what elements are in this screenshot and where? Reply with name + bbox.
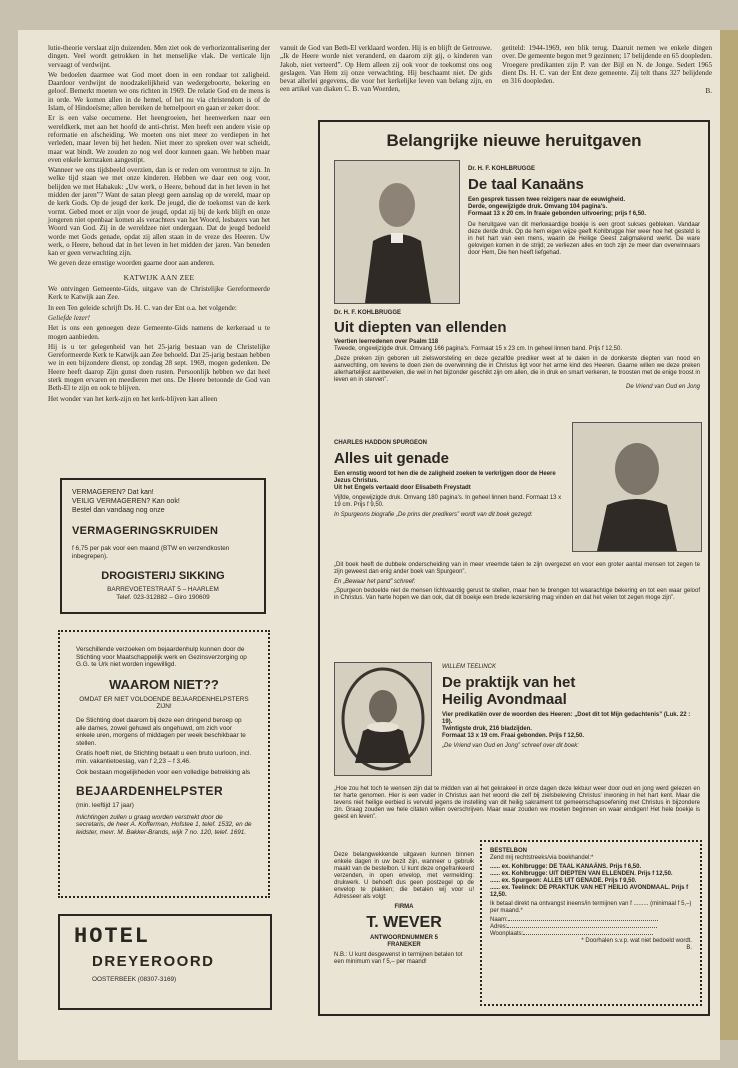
firma-name: T. WEVER xyxy=(366,914,442,931)
antwoordnummer: ANTWOORDNUMMER 5 xyxy=(370,935,438,941)
shop-name: DROGISTERIJ SIKKING xyxy=(101,570,225,583)
order-item[interactable]: ...... ex. Kohlbrugge: DE TAAL KANAÄNS. Prijs f 6,50. xyxy=(490,864,642,870)
address-field-label: Adres: xyxy=(490,924,508,930)
book-edition: Twintigste druk, 216 bladzijden. xyxy=(442,726,532,732)
paragraph: lutie-theorie verslaat zijn duizenden. Men ziet ook de verhorizontalisering der dingen. Veel wordt getrokken in het menselijke vlak. De verticale lijn vervaagt of verdwijnt. xyxy=(48,44,270,69)
ad-paragraph: Ook bestaan mogelijkheden voor een volledige betrekking als xyxy=(76,768,251,776)
book-quote-source: De Vriend van Oud en Jong xyxy=(626,384,700,390)
paragraph: Er is een valse oecumene. Het heengroeien, het heenwerken naar een wereldkerk, met aan het hoofd de anti-christ. Men heeft een andere visie op reformatie en afscheiding. We moeten ons niet meer zo verdiepen in het verleden, maar leven bij het heden. Niet meer zo spreken over wat scheidt, maar wat bindt. We zouden zo nog wel door kunnen gaan. We hebben maar even enkele kernzaken aangestipt. xyxy=(48,114,270,164)
book-author: Dr. H. F. KOHLBRUGGE xyxy=(468,166,536,172)
ad-reason: OMDAT ER NIET VOLDOENDE BEJAARDENHELPSTERS ZIJN! xyxy=(79,695,249,711)
ad-title: VERMAGERINGSKRUIDEN xyxy=(72,525,219,537)
book-description: „Deze preken zijn geboren uit zielsworsteling en deze gezalfde prediker weet af te dalen in de donkerste diepten van nood en aanvechting, om tevens te doen zien de overwinning die in Christus ligt voor het arme kind des Heeren. Gaarne willen we deze preken allerhartelijkst aanbevelen, die wel in het bijzonder geschikt zijn om allen, die in druk en smart verkeren, te troosten met de enige troost in leven en in sterven”. xyxy=(334,356,700,383)
book-format: Formaat 13 x 20 cm. In fraaie gebonden uitvoering; prijs f 6,50. xyxy=(468,211,647,217)
ad-paragraph: De Stichting doet daarom bij deze een dringend beroep op alle dames, zowel gehuwd als ongehuwd, om zich voor enkele uren, morgens of middagen per week beschikbaar te stellen. xyxy=(76,716,246,747)
book-translator: Uit het Engels vertaald door Elisabeth Freystadt xyxy=(334,485,471,491)
ad-books xyxy=(318,120,710,1016)
ad-line: Bestel dan vandaag nog onze xyxy=(72,507,165,514)
address-field[interactable] xyxy=(507,927,657,928)
hotel-place: OOSTERBEEK (08307-3169) xyxy=(92,976,177,983)
book-subtitle: Vier predikatiën over de woorden des Heeren: „Doet dit tot Mijn gedachtenis” (Luk. 22 : 19). xyxy=(442,712,691,725)
book-description: „Dit boek heeft de dubbele onderscheiding van in meer vreemde talen te zijn overgezet en voor een groter aantal mensen tot zegen te zijn geweest dan enig ander boek van Spurgeon”. xyxy=(334,562,700,575)
paragraph: Hij is u ter gelegenheid van het 25-jarig bestaan van de Christelijke Gereformeerde Kerk te Katwijk aan Zee behoeld. Dat 25-jarig bestaan hebben we in een bijzondere dienst, op zondag 28 sept. 1969, mogen gedenken. De Heere heeft daarop Zijn gunst doen rusten. Persoonlijk hebben we dat heel sterk mogen ervaren en meedieren met ons. De Heere betoonde de God van Beth-El te zijn en ook te blijven. xyxy=(48,342,270,393)
book-title: De taal Kanaäns xyxy=(468,176,584,193)
paragraph: getiteld: 1944-1969, een blik terug. Daaruit nemen we enkele dingen over. De gemeente begon met 9 gezinnen; 17 belijdende en 65 doopleden. Vroegere predikanten zijn P. van der Bijl en N. de Jonge. Sedert 1965 dient Ds. H. C. van der Ent deze gemeente. Zij telt thans 327 belijdende en 316 doopleden. xyxy=(502,44,712,86)
ad-age: (min. leeftijd 17 jaar) xyxy=(76,802,134,810)
ad-info: Inlichtingen zullen u graag worden verstrekt door de secretaris, de heer A. Kofferman, Hofstee 1, telef. 1532, en de leidster, mevr. M. Bakker-Brands, wijk 7 no. 120, telef. 1691. xyxy=(76,813,252,836)
book-bio: „De Vriend van Oud en Jong” schreef over dit boek: xyxy=(442,743,579,749)
city-field[interactable] xyxy=(523,934,653,935)
name-field-label: Naam: xyxy=(490,917,508,923)
book-author: Dr. H. F. KOHLBRUGGE xyxy=(334,310,402,316)
ad-vermageringskruiden xyxy=(60,478,266,614)
ad-paragraph: Gratis hoeft niet, de Stichting betaalt u een bruto uurloon, incl. min. vakantietoeslag, van f 2,23 – f 3,46. xyxy=(76,750,252,765)
ad-line: VERMAGEREN? Dat kan! xyxy=(72,489,154,496)
ad-hotel xyxy=(58,914,272,1010)
paragraph: We ontvingen Gemeente-Gids, uitgave van de Christelijke Gereformeerde Kerk te Katwijk aan Zee. xyxy=(48,285,270,302)
book-edition: Vijfde, ongewijzigde druk. Omvang 180 pagina's. In geheel linnen band. Formaat 13 x 19 cm. Prijs f 9,50. xyxy=(334,495,562,508)
book-author: WILLEM TEELINCK xyxy=(442,664,497,670)
payment-note: N.B.: U kunt desgewenst in termijnen betalen tot een minimum van f 5,– per maand! xyxy=(334,952,463,965)
middle-column-text xyxy=(280,44,492,96)
paragraph: Het is ons een genoegen deze Gemeente-Gids namens de kerkeraad u te mogen aanbieden. xyxy=(48,324,270,341)
order-item[interactable]: ...... ex. Teelinck: DE PRAKTIJK VAN HET HEILIG AVONDMAAL. Prijs f 12,50. xyxy=(490,885,689,898)
book-subtitle: Een gesprek tussen twee reizigers naar de eeuwigheid. xyxy=(468,197,626,203)
order-payment[interactable]: Ik betaal direkt na ontvangst ineens/in termijnen van f ......... (minimaal f 5,–) per maand.* xyxy=(490,901,692,914)
book-edition: Tweede, ongewijzigde druk. Omvang 166 pagina's. Formaat 15 x 23 cm. In geheel linnen band. Prijs f 12,50. xyxy=(334,346,622,352)
book-author: CHARLES HADDON SPURGEON xyxy=(334,440,428,446)
firma-label: FIRMA xyxy=(394,904,414,910)
ad-intro: Verschillende verzoeken om bejaardenhulp kunnen door de Stichting voor Maatschappelijk werk en Gezinsverzorging op G.G. te Urk niet worden ingewilligd. xyxy=(76,646,247,669)
book-title: Uit diepten van ellenden xyxy=(334,319,507,336)
ad-title: WAAROM NIET?? xyxy=(109,676,219,692)
hotel-label: HOTEL xyxy=(74,924,151,949)
order-item[interactable]: ...... ex. Spurgeon: ALLES UIT GENADE. Prijs f 9,50. xyxy=(490,878,637,884)
order-item[interactable]: ...... ex. Kohlbrugge: UIT DIEPTEN VAN ELLENDEN. Prijs f 12,50. xyxy=(490,871,673,877)
order-form-title: BESTELBON xyxy=(490,848,528,854)
book-description: „Spurgeon bedoelde niet de mensen lichtvaardig gerust te stellen, maar hen te brengen tot waarachtige bekering en tot een waar geloof in Christus. Van harte hopen we dan ook, dat dit boekje een brede lezerskring mag vinden en dat het velen tot zegen moge zijn”. xyxy=(334,588,700,601)
book-subtitle: Veertien leerredenen over Psalm 118 xyxy=(334,339,439,345)
name-field[interactable] xyxy=(508,920,658,921)
order-instructions: Deze belangwekkende uitgaven kunnen binnen enkele dagen in uw bezit zijn, wanneer u gebruik maakt van de bestelbon. U kunt deze ongefrankeerd verzenden, in open envelop, met vermelding: drukwerk. U behoeft dus geen postzegel op de envelop te plakken; die betalen wij voor u! Adresseer als volgt: xyxy=(334,852,474,900)
book-format: Formaat 13 x 19 cm. Fraai gebonden. Prijs f 12,50. xyxy=(442,733,585,739)
shop-address: BARREVOETESTRAAT 5 – HAARLEM xyxy=(107,586,219,594)
signature: B. xyxy=(705,87,712,96)
order-form-intro: Zend mij rechtstreeks/via boekhandel:* xyxy=(490,855,594,861)
book-title-line1: De praktijk van het xyxy=(442,674,576,691)
page-edge xyxy=(720,30,738,1040)
order-sign: B. xyxy=(686,945,692,951)
paragraph: Wanneer we ons tijdsbeeld overzien, dan is er reden om verontrust te zijn. In welke tijd staan we met onze kinderen. Hebben we daar een oog voor, belijden we met Habakuk: „Uw werk, o Heere, behoud dat in het leven in het midden der jaren”? Want de satan pleegt geen aanslag op de wereld, maar op de kerk Gods. Op de jeugd der kerk. De jeugd, die de toekomst van de kerk vormt. Gebed moet er zijn voor de jeugd, opdat zij bij de kerk blijft en onze jongeren niet openbaar komen als verachters van het Woord, lesbaters van het Woord van God. Zij in de wereldzee niet ondergaan. Dat de jeugd bedoeld worde met Gods genade, opdat zij allen staan in de vreze des Heeren. Uw werk, o Heere, behoud dat in het leven in het midden der jaren. Van beneden kan er geen verwachting zijn. xyxy=(48,166,270,258)
left-column-text xyxy=(48,44,270,405)
paragraph: In een Ten geleide schrijft Ds. H. C. van der Ent o.a. het volgende: xyxy=(48,303,237,312)
paragraph: We geven deze ernstige woorden gaarne door aan anderen. xyxy=(48,259,215,268)
paragraph: Het wonder van het kerk-zijn en het kerk-blijven kan alleen xyxy=(48,394,218,403)
books-header: Belangrijke nieuwe heruitgaven xyxy=(386,131,642,150)
franeker: FRANEKER xyxy=(387,942,421,948)
order-footnote: * Doorhalen s.v.p. wat niet bedoeld wordt. xyxy=(581,938,692,944)
section-heading: KATWIJK AAN ZEE xyxy=(123,272,195,282)
ad-price: f 6,75 per pak voor een maand (BTW en verzendkosten inbegrepen). xyxy=(72,545,230,560)
magazine-page xyxy=(18,30,720,1060)
portrait-kohlbrugge xyxy=(334,160,460,304)
paragraph: We bedoelen daarmee wat God moet doen in een rondaar tot zaligheid. Daardoor verdwijnt de noodzakelijkheid van wedergeboorte, bekering en geloof. Bemerkt moeten we ons richten in 1969. De relatie God en de mens is in orde. We komen allen in de hemel, of het nu via christendom is of de Islam, of Hindoeïsme; allen bereiken de hemelpoort en gaan er zeker door. xyxy=(48,70,270,113)
paragraph: vanuit de God van Beth-El verklaard worden. Hij is en blijft de Getrouwe. „Ik de Heere worde niet veranderd, en daarom zijt gij, o kinderen van Jakob, niet verteerd”. Op Hem alleen zij ook voor de toekomst ons oog geslagen. Van Hem zij onze verwachting. Hij beschaamt niet. De gids bevat allerlei gegevens, die voor het kerkelijke leven van belang zijn, en een artikel van diaken C. B. van Woerden, xyxy=(280,44,492,94)
book-bio: In Spurgeons biografie „De prins der predikers” wordt van dit boek gezegd: xyxy=(334,512,533,518)
right-column-text xyxy=(502,44,712,96)
ad-line: VEILIG VERMAGEREN? Kan ook! xyxy=(72,498,180,505)
book-description: De heruitgave van dit merkwaardige boekje is een groot sukses gebleken. Vandaar deze derde druk. Op de hem eigen wijze geeft Kohlbrugge hier weer hoe het gesteld is in het hart van een mens, waarin de Heilige Geest zaligmakend werkt. De ware gelovigen komen in de strijd; ze verliezen alles en toch zijn ze meer dan overwinnaars door Hem, Die hen heeft liefgehad. xyxy=(468,222,700,256)
book-edition: Derde, ongewijzigde druk. Omvang 104 pagina's. xyxy=(468,204,608,210)
book-title-line2: Heilig Avondmaal xyxy=(442,691,567,708)
ad-title-2: BEJAARDENHELPSTER xyxy=(76,784,224,799)
paragraph: Geliefde lezer! xyxy=(48,313,90,322)
order-form[interactable] xyxy=(480,840,702,1006)
portrait-teelinck xyxy=(334,662,432,776)
portrait-spurgeon xyxy=(572,422,702,552)
shop-phone: Telef. 023-312882 – Giro 190609 xyxy=(116,593,210,601)
city-field-label: Woonplaats: xyxy=(490,931,524,937)
book-description: „Hoe zou het toch te wensen zijn dat te midden van al het gekrakeel in onze dagen deze lektuur weer door oud en jong werd gelezen en ter harte genomen. Hier is een vader in Christus aan het woord die zelf bij zielsbeleving Christus' inwoning in het hart kent. Maar die tevens niet heilige eerbied is vervuld jegens de instelling van dit heilig sakrament tot gemeenschapsoefening met Christus in bijzondere zin. Graag zouden we hele citaten willen overschrijven. Maar waar zouden we moeten beginnen en waar eindigen! Het hele boekje is geest en leven”. xyxy=(334,786,700,820)
book-subtitle: Een ernstig woord tot hen die de zaligheid zoeken te verkrijgen door de Heere Jezus Christus. xyxy=(334,471,556,484)
book-quote-intro: En „Bewaar het pand” schreef: xyxy=(334,579,416,585)
book-title: Alles uit genade xyxy=(334,450,450,467)
hotel-name: DREYEROORD xyxy=(92,953,215,970)
ad-bejaardenhelpster xyxy=(58,630,270,898)
